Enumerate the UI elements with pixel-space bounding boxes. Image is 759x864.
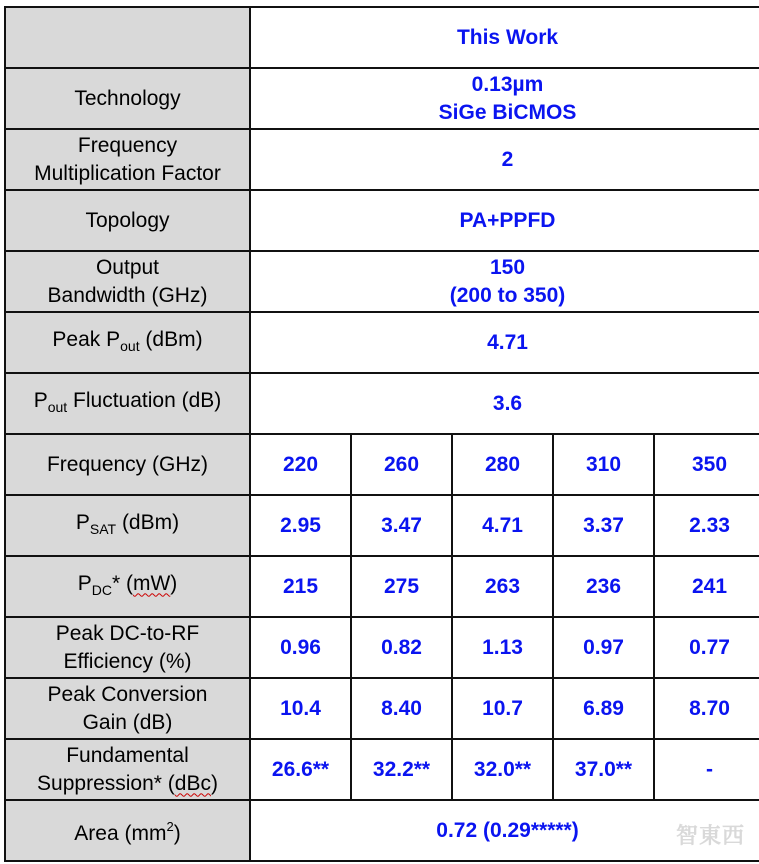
efficiency-row — [5, 617, 759, 678]
psat-label-sub: SAT — [89, 520, 117, 537]
conv-gain-value: 8.40 — [351, 678, 452, 739]
pout-fluct-value: 3.6 — [250, 373, 759, 434]
bandwidth-label — [5, 251, 250, 312]
psat-value: 3.47 — [351, 495, 452, 556]
psat-label-post: (dBm) — [116, 510, 180, 534]
peak-pout-label-sub: out — [120, 337, 140, 354]
frequency-label: Frequency (GHz) — [5, 434, 250, 495]
fund-supp-label-unit: dBc — [174, 771, 211, 795]
area-label — [5, 800, 250, 861]
pdc-label-post: ) — [170, 571, 178, 595]
bandwidth-value — [250, 251, 759, 312]
freq-mult-label-line2: Multiplication Factor — [34, 161, 221, 185]
freq-mult-value: 2 — [250, 129, 759, 190]
pdc-value: 215 — [250, 556, 351, 617]
comparison-table — [4, 6, 759, 862]
bandwidth-value-line1: 150 — [489, 255, 526, 279]
efficiency-value: 1.13 — [452, 617, 553, 678]
pdc-value: 275 — [351, 556, 452, 617]
psat-value: 2.95 — [250, 495, 351, 556]
efficiency-value: 0.96 — [250, 617, 351, 678]
conv-gain-value: 8.70 — [654, 678, 759, 739]
topology-label: Topology — [5, 190, 250, 251]
psat-value: 2.33 — [654, 495, 759, 556]
fund-supp-value: 37.0** — [553, 739, 654, 800]
area-label-post: ) — [173, 822, 181, 845]
fund-supp-row — [5, 739, 759, 800]
frequency-value: 310 — [553, 434, 654, 495]
conv-gain-value: 10.7 — [452, 678, 553, 739]
pdc-label-pre: P — [77, 571, 92, 595]
bandwidth-value-line2: (200 to 350) — [449, 283, 566, 307]
fund-supp-value: - — [654, 739, 759, 800]
pdc-label-sub: DC — [91, 581, 112, 598]
technology-label: Technology — [5, 68, 250, 129]
freq-mult-label — [5, 129, 250, 190]
freq-mult-label-line1: Frequency — [77, 133, 178, 157]
this-work-header: This Work — [250, 7, 759, 68]
pdc-value: 263 — [452, 556, 553, 617]
fund-supp-label — [5, 739, 250, 800]
fund-supp-label-pre: Suppression* ( — [37, 771, 175, 795]
frequency-value: 260 — [351, 434, 452, 495]
efficiency-label-line2: Efficiency (%) — [63, 649, 192, 673]
frequency-value: 220 — [250, 434, 351, 495]
header-row — [5, 7, 759, 68]
technology-value-line2: SiGe BiCMOS — [438, 100, 577, 124]
fund-supp-value: 32.0** — [452, 739, 553, 800]
fund-supp-value: 32.2** — [351, 739, 452, 800]
efficiency-value: 0.77 — [654, 617, 759, 678]
fund-supp-label-line2 — [6, 770, 249, 798]
psat-value: 3.37 — [553, 495, 654, 556]
pout-fluct-label-sub: out — [47, 398, 68, 415]
psat-value: 4.71 — [452, 495, 553, 556]
peak-pout-label-post: (dBm) — [139, 327, 203, 351]
fund-supp-value: 26.6** — [250, 739, 351, 800]
bandwidth-row — [5, 251, 759, 312]
psat-row — [5, 495, 759, 556]
technology-value-line1: 0.13µm — [471, 72, 544, 96]
technology-value — [250, 68, 759, 129]
fund-supp-label-line1: Fundamental — [66, 743, 189, 767]
pdc-row — [5, 556, 759, 617]
technology-row — [5, 68, 759, 129]
topology-row — [5, 190, 759, 251]
area-value: 0.72 (0.29*****) — [250, 800, 759, 861]
pout-fluct-row — [5, 373, 759, 434]
bandwidth-label-line2: Bandwidth (GHz) — [47, 283, 208, 307]
pdc-label-mid: * ( — [111, 571, 133, 595]
fund-supp-label-post: ) — [210, 771, 218, 795]
efficiency-label — [5, 617, 250, 678]
area-row — [5, 800, 759, 861]
conv-gain-label — [5, 678, 250, 739]
pout-fluct-label — [5, 373, 250, 434]
pdc-value: 241 — [654, 556, 759, 617]
area-label-pre: Area (mm — [74, 822, 167, 845]
pout-fluct-label-pre: P — [33, 388, 48, 412]
peak-pout-row — [5, 312, 759, 373]
frequency-row — [5, 434, 759, 495]
psat-label-pre: P — [75, 510, 90, 534]
frequency-value: 350 — [654, 434, 759, 495]
conv-gain-value: 10.4 — [250, 678, 351, 739]
conv-gain-label-line1: Peak Conversion — [47, 682, 208, 706]
frequency-value: 280 — [452, 434, 553, 495]
corner-cell — [5, 7, 250, 68]
area-label-sup: 2 — [166, 819, 174, 834]
peak-pout-label-pre: Peak P — [52, 327, 121, 351]
psat-label — [5, 495, 250, 556]
conv-gain-row — [5, 678, 759, 739]
peak-pout-label — [5, 312, 250, 373]
conv-gain-label-line2: Gain (dB) — [82, 710, 173, 734]
peak-pout-value: 4.71 — [250, 312, 759, 373]
watermark-logo: 智東西 — [675, 824, 745, 849]
freq-mult-row — [5, 129, 759, 190]
pdc-label-unit: mW — [132, 571, 171, 595]
conv-gain-value: 6.89 — [553, 678, 654, 739]
pout-fluct-label-post: Fluctuation (dB) — [67, 388, 222, 412]
topology-value: PA+PPFD — [250, 190, 759, 251]
efficiency-value: 0.82 — [351, 617, 452, 678]
efficiency-value: 0.97 — [553, 617, 654, 678]
bandwidth-label-line1: Output — [95, 255, 160, 279]
efficiency-label-line1: Peak DC-to-RF — [55, 621, 200, 645]
pdc-label — [5, 556, 250, 617]
pdc-value: 236 — [553, 556, 654, 617]
